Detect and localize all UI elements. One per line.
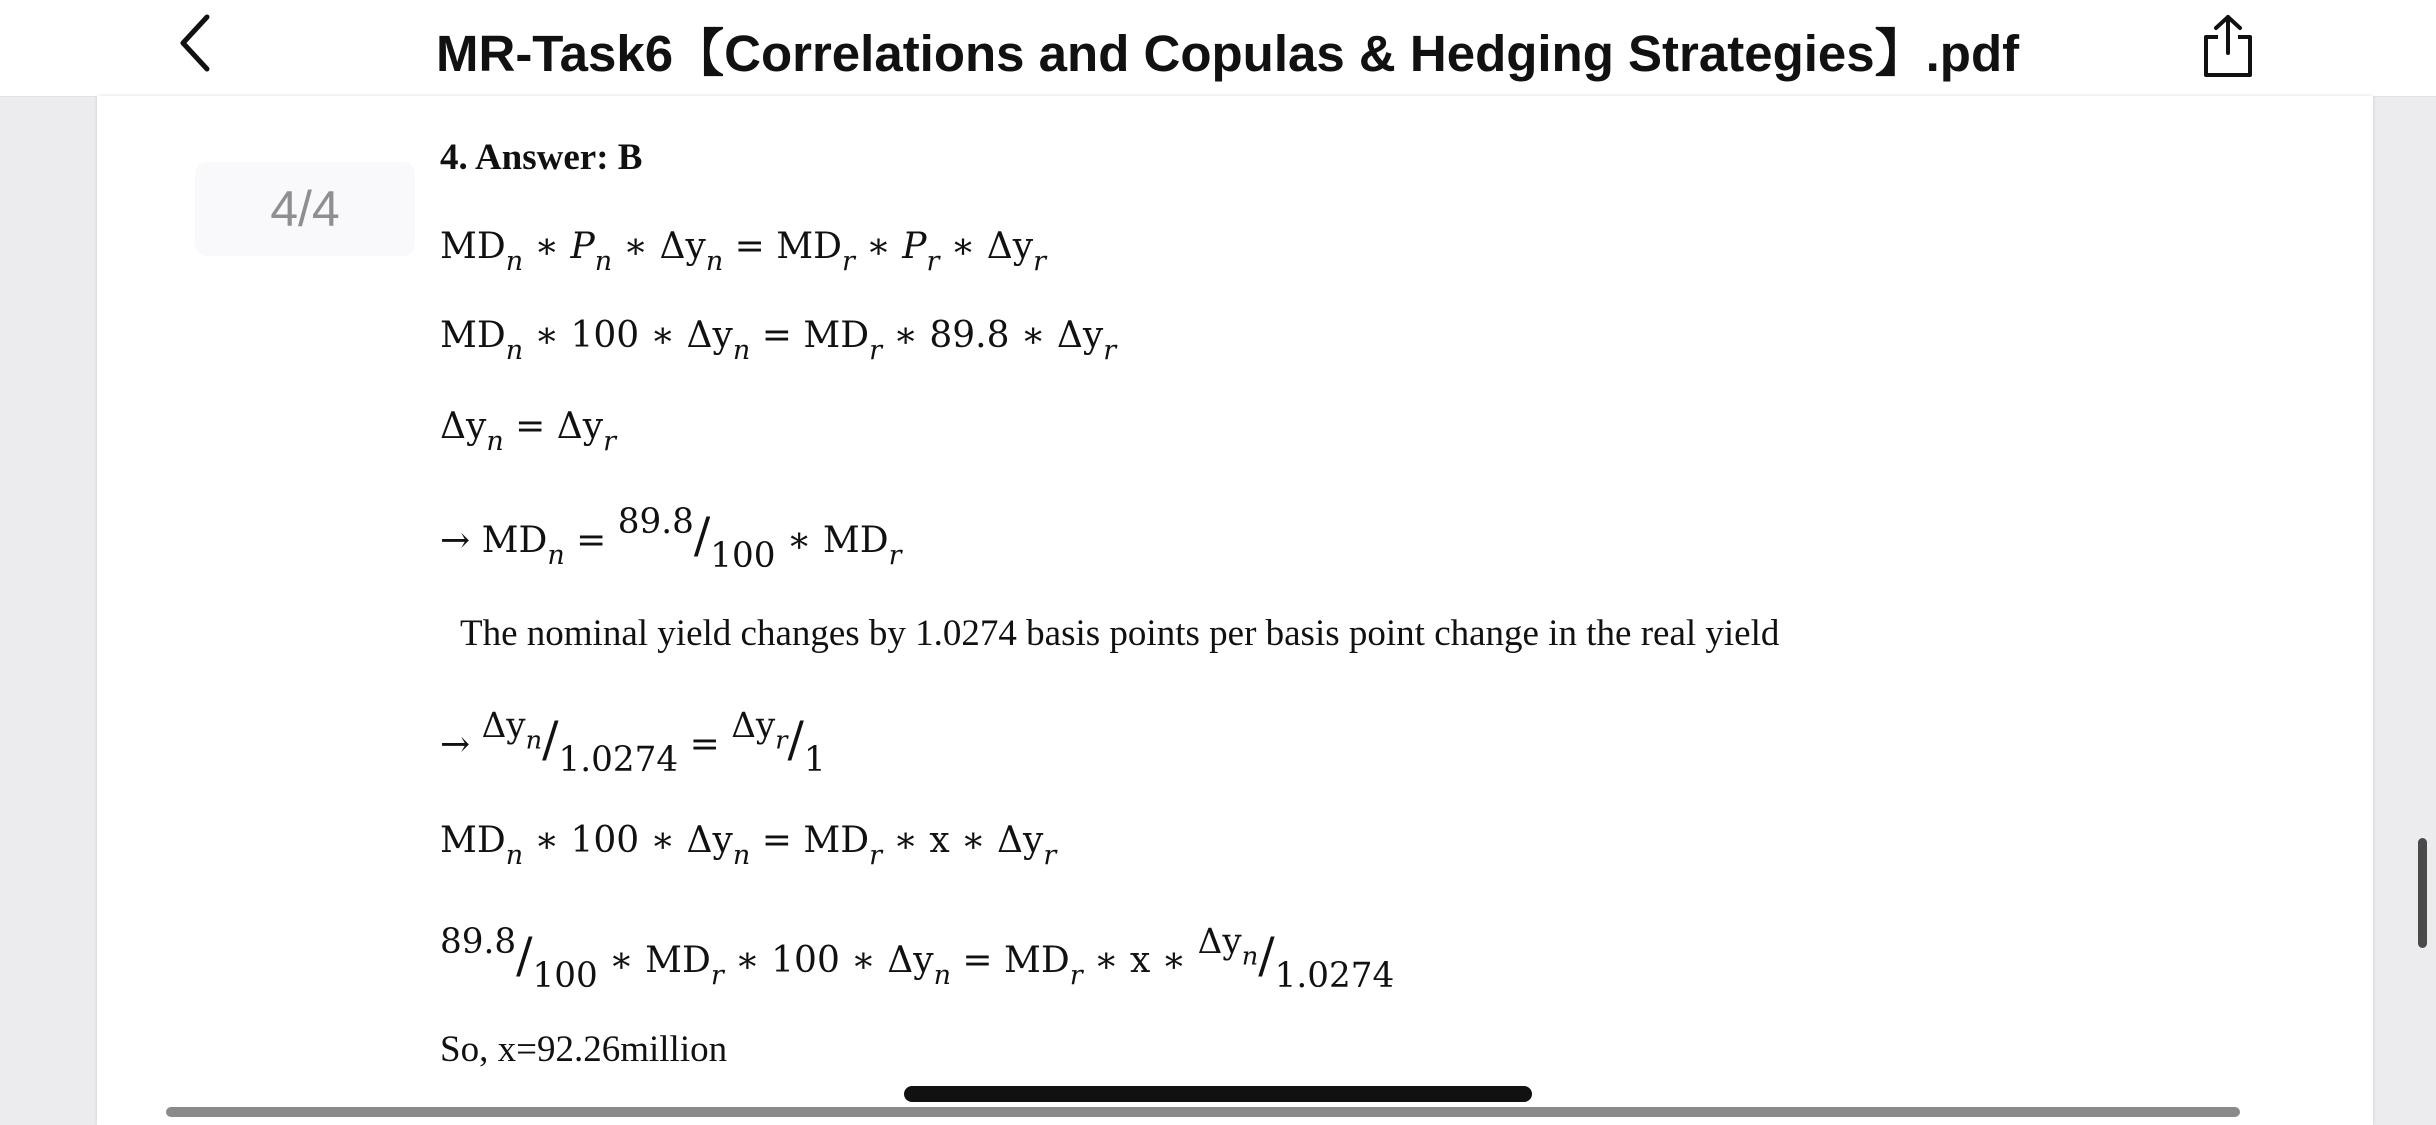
chevron-left-icon — [175, 13, 215, 73]
back-button[interactable] — [160, 8, 230, 78]
one-denominator: 1 — [803, 740, 826, 781]
par-value: 100 — [570, 315, 640, 356]
beta-denominator-2: 1.0274 — [1274, 956, 1395, 997]
real-price: 89.8 — [929, 315, 1010, 356]
page-indicator: 4/4 — [195, 162, 415, 256]
share-icon — [2200, 13, 2256, 79]
equation-6: $MD_n$ ∗ 100 ∗ $\Delta y_n = MD_r$ ∗ x ∗ $\Delta y_r$ — [440, 820, 1057, 872]
equation-4: → $MD_n = 89.8/100$ ∗ $MD_r$ — [440, 502, 902, 577]
explanation-text: The nominal yield changes by 1.0274 basis points per basis point change in the real yield — [460, 613, 1780, 654]
answer-heading: 4. Answer: B — [440, 137, 643, 178]
equation-3: $\Delta y_n = \Delta y_r$ — [440, 406, 617, 458]
equation-5: → $\Delta y_n/1.0274 = \Delta y_r/1$ — [440, 706, 826, 781]
top-navigation-bar — [0, 0, 2436, 97]
vertical-scrollbar[interactable] — [2418, 838, 2427, 948]
document-title: MR-Task6【Correlations and Copulas & Hedging Strategies】.pdf — [436, 25, 2020, 82]
equation-2: $MD_n$ ∗ 100 ∗ $\Delta y_n = MD_r$ ∗ 89.8 ∗ $\Delta y_r$ — [440, 315, 1117, 367]
equation-1: $MD_n$ ∗ $P_n$ ∗ $\Delta y_n = MD_r$ ∗ $P_r$ ∗ $\Delta y_r$ — [440, 226, 1047, 278]
beta-denominator: 1.0274 — [558, 740, 679, 781]
par-value-2: 100 — [570, 820, 640, 861]
conclusion-text: So, x=92.26million — [440, 1029, 728, 1070]
fraction-denominator: 100 — [710, 536, 776, 577]
par-value-3: 100 — [771, 939, 840, 981]
fraction-numerator: 89.8 — [617, 502, 694, 542]
share-button[interactable] — [2196, 10, 2260, 82]
equation-7: 89.8/100 ∗ $MD_r$ ∗ 100 ∗ $\Delta y_n = MD_r$ ∗ x ∗ $\Delta y_n/1.0274$ — [440, 922, 1395, 997]
home-indicator[interactable] — [904, 1086, 1532, 1102]
fraction-denominator-2: 100 — [532, 956, 598, 997]
fraction-numerator-2: 89.8 — [440, 922, 517, 962]
horizontal-scrollbar[interactable] — [166, 1107, 2240, 1117]
